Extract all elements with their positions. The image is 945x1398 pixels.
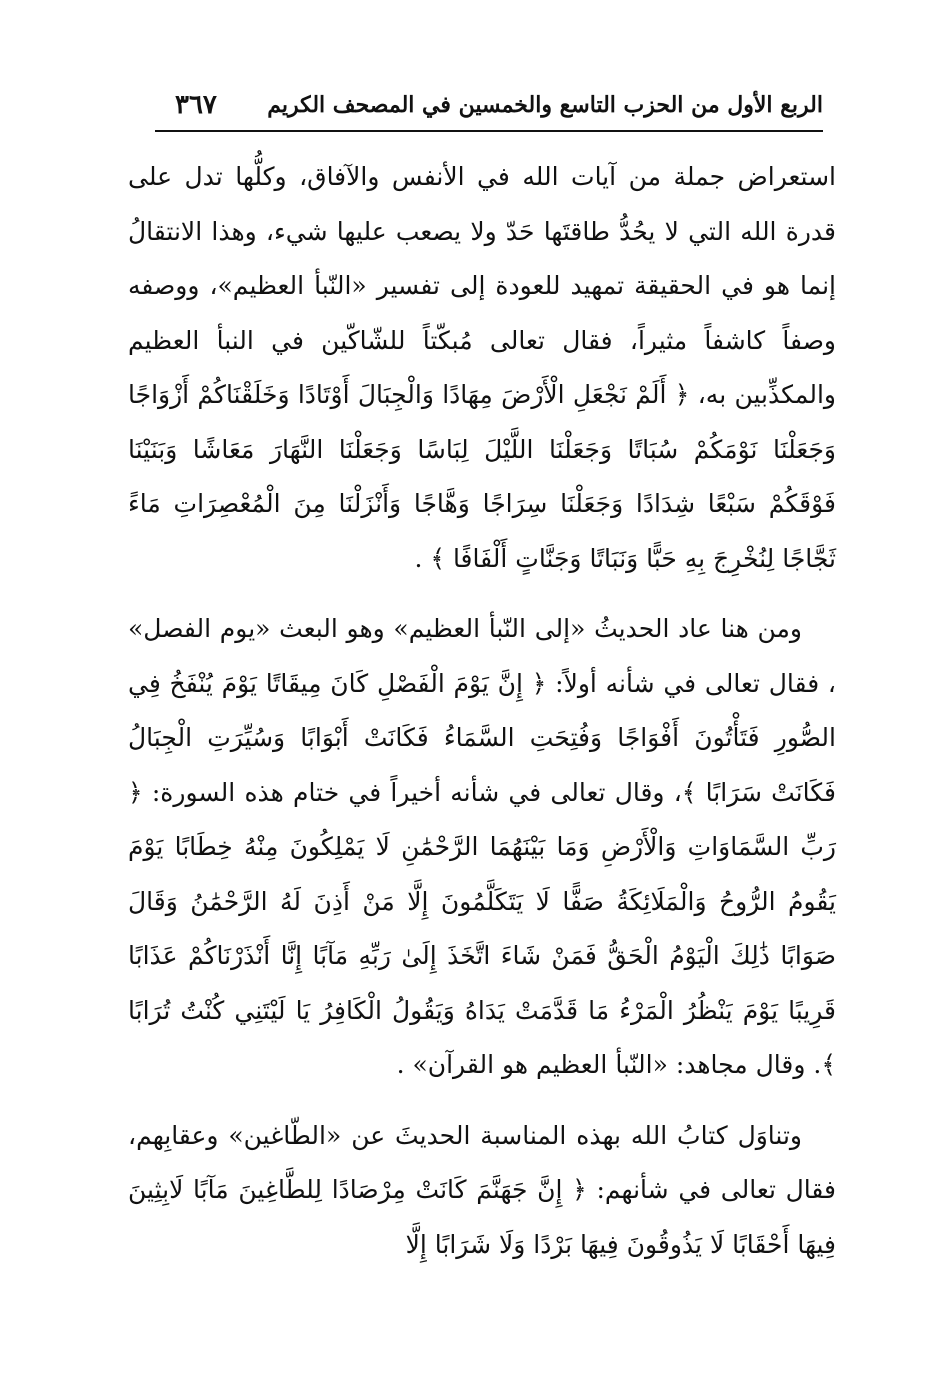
body-text bbox=[128, 150, 836, 1272]
running-header bbox=[155, 88, 823, 132]
paragraph-1: استعراض جملة من آيات الله في الأنفس والآفاق، وكلُّها تدل على قدرة الله التي لا يحُدُّ طاقتَها حَدّ ولا يصعب عليها شيء، وهذا الانتقالُ إنما هو في الحقيقة تمهيد للعودة إلى تفسير «النّبأ العظيم»، ووصفه وصفاً كاشفاً مثيراً، فقال تعالى مُبكّتاً للشّاكّين في النبأ العظيم والمكذِّبين به، ﴿ أَلَمْ نَجْعَلِ الْأَرْضَ مِهَادًا وَالْجِبَالَ أَوْتَادًا وَخَلَقْنَاكُمْ أَزْوَاجًا وَجَعَلْنَا نَوْمَكُمْ سُبَاتًا وَجَعَلْنَا اللَّيْلَ لِبَاسًا وَجَعَلْنَا النَّهَارَ مَعَاشًا وَبَنَيْنَا فَوْقَكُمْ سَبْعًا شِدَادًا وَجَعَلْنَا سِرَاجًا وَهَّاجًا وَأَنْزَلْنَا مِنَ الْمُعْصِرَاتِ مَاءً ثَجَّاجًا لِنُخْرِجَ بِهِ حَبًّا وَنَبَاتًا وَجَنَّاتٍ أَلْفَافًا ﴾ . bbox=[128, 162, 836, 573]
page-number: ٣٦٧ bbox=[175, 90, 217, 120]
paragraph-3: وتناوَل كتابُ الله بهذه المناسبة الحديثَ عن «الطّاغين» وعقابِهم، فقال تعالى في شأنهم: ﴿ إِنَّ جَهَنَّمَ كَانَتْ مِرْصَادًا لِلطَّاغِينَ مَآبًا لَابِثِينَ فِيهَا أَحْقَابًا لَا يَذُوقُونَ فِيهَا بَرْدًا وَلَا شَرَابًا إِلَّا bbox=[128, 1120, 836, 1259]
paragraph-2: ومن هنا عاد الحديثُ «إلى النّبأ العظيم» وهو البعث «يوم الفصل» ، فقال تعالى في شأنه أولاً: ﴿ إِنَّ يَوْمَ الْفَصْلِ كَانَ مِيقَاتًا يَوْمَ يُنْفَخُ فِي الصُّورِ فَتَأْتُونَ أَفْوَاجًا وَفُتِحَتِ السَّمَاءُ فَكَانَتْ أَبْوَابًا وَسُيِّرَتِ الْجِبَالُ فَكَانَتْ سَرَابًا ﴾، وقال تعالى في شأنه أخيراً في ختام هذه السورة: ﴿ رَبِّ السَّمَاوَاتِ وَالْأَرْضِ وَمَا بَيْنَهُمَا الرَّحْمَٰنِ لَا يَمْلِكُونَ مِنْهُ خِطَابًا يَوْمَ يَقُومُ الرُّوحُ وَالْمَلَائِكَةُ صَفًّا لَا يَتَكَلَّمُونَ إِلَّا مَنْ أَذِنَ لَهُ الرَّحْمَٰنُ وَقَالَ صَوَابًا ذَٰلِكَ الْيَوْمُ الْحَقُّ فَمَنْ شَاءَ اتَّخَذَ إِلَىٰ رَبِّهِ مَآبًا إِنَّا أَنْذَرْنَاكُمْ عَذَابًا قَرِيبًا يَوْمَ يَنْظُرُ الْمَرْءُ مَا قَدَّمَتْ يَدَاهُ وَيَقُولُ الْكَافِرُ يَا لَيْتَنِي كُنْتُ تُرَابًا ﴾. وقال مجاهد: «النّبأ العظيم هو القرآن» . bbox=[128, 614, 836, 1079]
header-title: الربع الأول من الحزب التاسع والخمسين في المصحف الكريم bbox=[267, 92, 823, 118]
